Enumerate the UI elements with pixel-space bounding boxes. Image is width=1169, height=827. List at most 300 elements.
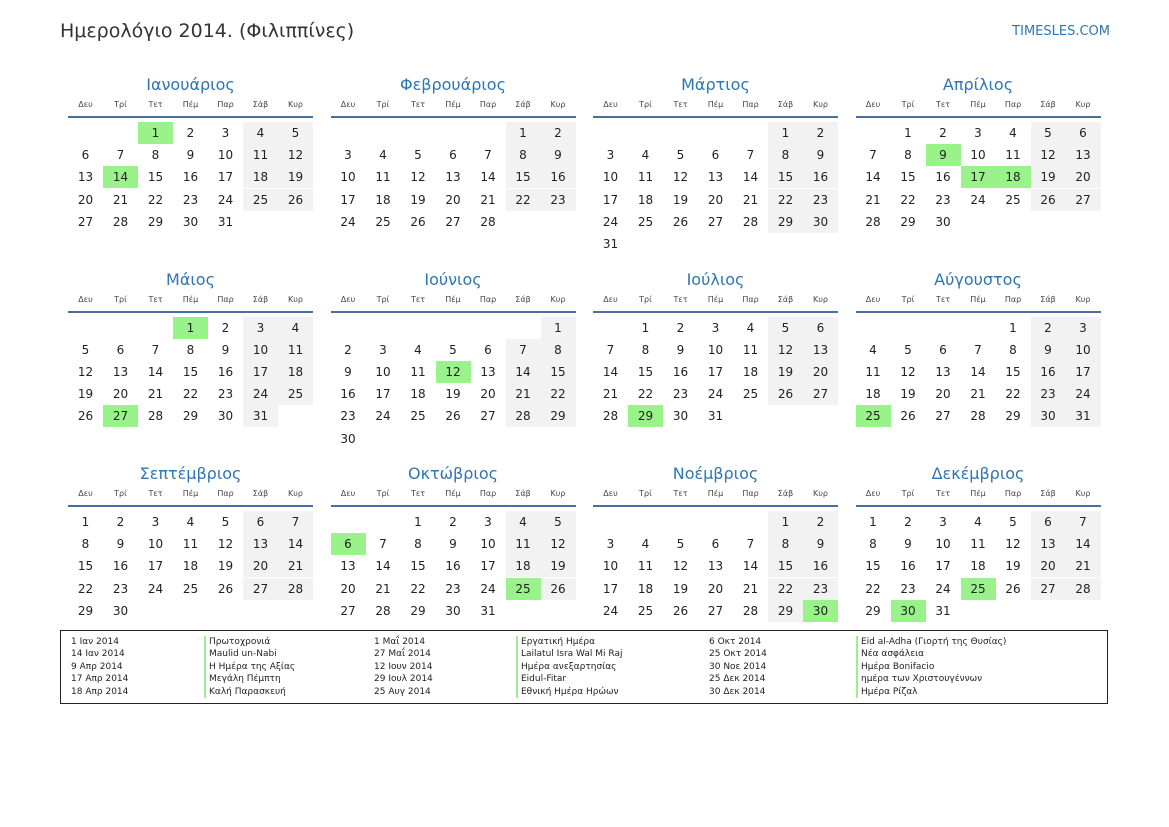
day-cell: 14 [278, 533, 313, 555]
day-grid [331, 118, 576, 250]
day-cell: 25 [278, 383, 313, 405]
legend-date: 18 Απρ 2014 [71, 686, 129, 697]
day-cell: 26 [768, 383, 803, 405]
month-name: Ιούλιος [686, 269, 745, 289]
day-cell: 2 [116, 515, 125, 529]
day-cell: 12 [77, 364, 94, 379]
day-cell: 24 [1066, 383, 1101, 405]
day-cell: 5 [278, 122, 313, 144]
day-cell: 4 [243, 122, 278, 144]
legend-date: 17 Απρ 2014 [71, 674, 129, 685]
weekday-label: Παρ [217, 294, 234, 304]
day-cell: 15 [900, 170, 916, 185]
day-cell: 24 [480, 581, 496, 596]
day-cell: 3 [379, 342, 387, 357]
day-cell: 6 [243, 511, 278, 533]
day-cell: 4 [641, 148, 650, 163]
day-cell: 7 [506, 339, 541, 361]
weekday-label: Πέμ [970, 294, 986, 304]
weekday-label: Σάβ [515, 489, 531, 498]
day-cell: 30 [217, 409, 234, 424]
legend-date: 1 Μαΐ 2014 [374, 637, 426, 647]
month-name: Μάιος [166, 269, 215, 289]
day-cell: 24 [707, 387, 724, 402]
day-cell: 7 [974, 342, 982, 357]
day-cell: 30 [1031, 405, 1066, 427]
holiday-day-cell: 17 [961, 166, 996, 188]
day-cell: 28 [112, 214, 129, 229]
day-cell: 9 [803, 533, 838, 555]
day-cell: 8 [151, 148, 160, 163]
day-cell: 11 [865, 364, 881, 379]
day-cell: 18 [375, 192, 391, 207]
weekday-label: Πέμ [970, 489, 986, 498]
day-cell: 11 [970, 537, 986, 552]
day-cell: 6 [449, 148, 457, 163]
day-cell: 26 [278, 189, 313, 211]
day-cell: 10 [340, 170, 356, 185]
legend-date: 25 Οκτ 2014 [709, 649, 767, 660]
day-cell: 31 [217, 214, 234, 229]
day-cell: 21 [506, 383, 541, 405]
day-cell: 18 [637, 581, 654, 596]
day-cell: 26 [541, 578, 576, 600]
day-cell: 26 [445, 409, 461, 424]
weekday-label: Κυρ [1075, 100, 1091, 109]
day-cell: 28 [480, 214, 496, 229]
day-cell: 20 [243, 555, 278, 577]
day-cell: 2 [186, 126, 195, 140]
day-cell: 29 [768, 600, 803, 622]
day-cell: 23 [112, 581, 129, 596]
day-cell: 20 [935, 387, 951, 402]
weekday-label: Τρί [901, 100, 915, 109]
day-cell: 22 [768, 578, 803, 600]
day-grid [593, 507, 838, 639]
legend-name-column [516, 636, 622, 698]
weekday-label: Παρ [742, 294, 759, 304]
weekday-label: Τετ [673, 100, 688, 109]
weekday-label: Τετ [935, 100, 951, 109]
day-cell: 5 [676, 537, 685, 552]
weekday-label: Κυρ [550, 100, 566, 109]
day-cell: 7 [379, 537, 387, 552]
day-cell: 28 [506, 405, 541, 427]
legend-holiday-name: Μεγάλη Πέμπτη [204, 673, 295, 685]
weekday-label: Τετ [935, 294, 951, 304]
day-cell: 13 [707, 170, 724, 185]
day-cell: 12 [768, 339, 803, 361]
day-cell: 24 [602, 603, 619, 618]
day-cell: 13 [935, 364, 951, 379]
day-cell: 8 [186, 342, 195, 357]
weekday-header [68, 293, 313, 307]
month-block [331, 267, 576, 445]
day-cell: 25 [637, 603, 654, 618]
weekday-label: Τετ [673, 294, 688, 304]
weekday-header [593, 293, 838, 307]
weekday-header [856, 98, 1101, 112]
month-name: Ιανουάριος [146, 75, 235, 94]
weekday-label: Δευ [865, 294, 881, 304]
month-block [856, 267, 1101, 445]
day-cell: 15 [1005, 364, 1021, 379]
day-cell: 9 [541, 144, 576, 166]
day-cell: 24 [375, 409, 391, 424]
day-cell: 20 [445, 192, 461, 207]
day-cell: 13 [112, 364, 129, 379]
day-cell: 28 [147, 409, 164, 424]
day-cell: 26 [410, 214, 426, 229]
day-cell: 20 [340, 581, 356, 596]
day-cell: 7 [746, 148, 755, 163]
weekday-label: Σάβ [252, 294, 269, 304]
day-cell: 23 [1031, 383, 1066, 405]
weekday-label: Κυρ [813, 489, 828, 498]
day-cell: 10 [707, 342, 724, 357]
day-cell: 16 [112, 559, 129, 574]
day-cell: 27 [480, 409, 496, 424]
day-cell: 28 [375, 603, 391, 618]
month-block [331, 72, 576, 250]
day-cell: 16 [340, 387, 356, 402]
day-cell: 2 [904, 515, 912, 529]
legend-date: 30 Νοε 2014 [709, 661, 767, 672]
weekday-label: Δευ [78, 100, 93, 109]
day-grid [68, 118, 313, 250]
day-cell: 16 [445, 559, 461, 574]
day-cell: 7 [1066, 511, 1101, 533]
day-cell: 27 [243, 578, 278, 600]
day-cell: 27 [1066, 189, 1101, 211]
day-cell: 5 [414, 148, 422, 163]
day-cell: 19 [445, 387, 461, 402]
holiday-day-cell: 1 [173, 317, 208, 339]
day-cell: 10 [147, 537, 164, 552]
day-cell: 13 [707, 559, 724, 574]
weekday-label: Παρ [1004, 489, 1022, 498]
day-cell: 28 [278, 578, 313, 600]
day-grid [331, 313, 576, 445]
holiday-day-cell: 18 [996, 166, 1031, 188]
day-cell: 15 [637, 364, 654, 379]
day-cell: 9 [676, 342, 685, 357]
day-cell: 10 [217, 148, 234, 163]
day-cell: 15 [506, 166, 541, 188]
day-cell: 14 [865, 170, 881, 185]
day-cell: 21 [480, 192, 496, 207]
day-cell: 22 [541, 383, 576, 405]
day-cell: 15 [410, 559, 426, 574]
day-cell: 21 [865, 192, 881, 207]
day-cell: 4 [641, 537, 650, 552]
day-cell: 4 [506, 511, 541, 533]
weekday-label: Τρί [114, 489, 127, 498]
day-cell: 3 [711, 320, 720, 335]
day-cell: 14 [375, 559, 391, 574]
day-cell: 24 [147, 581, 164, 596]
day-cell: 27 [1031, 578, 1066, 600]
day-cell: 5 [449, 342, 457, 357]
weekday-label: Τετ [148, 100, 163, 109]
day-cell: 16 [1031, 361, 1066, 383]
legend-date-column [374, 636, 433, 698]
weekday-label: Πέμ [182, 294, 199, 304]
day-cell: 5 [1031, 122, 1066, 144]
day-cell: 14 [742, 170, 759, 185]
day-cell: 28 [865, 214, 881, 229]
day-cell: 23 [803, 189, 838, 211]
day-cell: 7 [116, 148, 125, 163]
day-cell: 7 [746, 537, 755, 552]
day-cell: 30 [182, 214, 199, 229]
day-cell: 22 [637, 387, 654, 402]
day-cell: 25 [410, 409, 426, 424]
holiday-day-cell: 30 [891, 600, 926, 622]
weekday-label: Τετ [148, 294, 163, 304]
holiday-day-cell: 14 [103, 166, 138, 188]
day-cell: 17 [602, 192, 619, 207]
day-cell: 23 [340, 409, 356, 424]
site-link[interactable]: TIMESLES.COM [1012, 24, 1110, 39]
day-cell: 19 [672, 581, 689, 596]
weekday-label: Τετ [410, 100, 426, 109]
day-cell: 20 [707, 192, 724, 207]
day-cell: 19 [900, 387, 916, 402]
holiday-day-cell: 12 [436, 361, 471, 383]
weekday-label: Πέμ [445, 489, 461, 498]
day-cell: 10 [243, 339, 278, 361]
day-cell: 15 [768, 555, 803, 577]
weekday-label: Δευ [865, 489, 881, 498]
day-cell: 17 [1066, 361, 1101, 383]
holiday-day-cell: 1 [138, 122, 173, 144]
day-cell: 6 [1066, 122, 1101, 144]
weekday-header [331, 98, 576, 112]
day-cell: 6 [803, 317, 838, 339]
holiday-day-cell: 6 [331, 533, 366, 555]
legend-name-column [204, 636, 295, 698]
day-cell: 18 [410, 387, 426, 402]
day-cell: 22 [147, 192, 164, 207]
day-cell: 10 [1066, 339, 1101, 361]
legend-holiday-name: Eidul-Fitar [516, 673, 622, 685]
day-cell: 2 [344, 342, 352, 357]
day-cell: 11 [278, 339, 313, 361]
month-block [68, 267, 313, 445]
day-cell: 5 [904, 342, 912, 357]
day-cell: 1 [768, 122, 803, 144]
day-cell: 31 [480, 603, 496, 618]
weekday-label: Δευ [78, 489, 93, 498]
day-cell: 22 [900, 192, 916, 207]
day-cell: 19 [217, 559, 234, 574]
day-cell: 10 [602, 559, 619, 574]
day-cell: 1 [414, 515, 422, 529]
day-cell: 7 [151, 342, 160, 357]
weekday-label: Τετ [673, 489, 688, 498]
legend-holiday-name: Ημέρα Ρίζαλ [856, 686, 1006, 698]
day-cell: 18 [182, 559, 199, 574]
day-cell: 14 [480, 170, 496, 185]
day-cell: 31 [243, 405, 278, 427]
day-cell: 3 [344, 148, 352, 163]
day-cell: 27 [707, 603, 724, 618]
day-cell: 12 [217, 537, 234, 552]
weekday-header [593, 487, 838, 501]
month-name: Ιούνιος [424, 269, 482, 289]
day-cell: 12 [672, 559, 689, 574]
day-cell: 3 [606, 148, 615, 163]
day-cell: 6 [1031, 511, 1066, 533]
day-cell: 23 [217, 387, 234, 402]
day-cell: 26 [1031, 189, 1066, 211]
day-cell: 29 [1005, 409, 1021, 424]
day-cell: 27 [340, 603, 356, 618]
month-name: Φεβρουάριος [400, 75, 506, 94]
day-cell: 4 [1009, 126, 1017, 140]
day-cell: 9 [344, 364, 352, 379]
day-cell: 9 [186, 148, 195, 163]
day-cell: 11 [742, 342, 759, 357]
day-cell: 4 [278, 317, 313, 339]
legend-date: 30 Δεκ 2014 [709, 686, 766, 697]
day-cell: 22 [768, 189, 803, 211]
legend-date: 25 Αυγ 2014 [374, 686, 431, 697]
day-cell: 3 [939, 515, 947, 529]
day-cell: 27 [707, 214, 724, 229]
day-cell: 13 [340, 559, 356, 574]
day-cell: 14 [602, 364, 619, 379]
day-cell: 20 [112, 387, 129, 402]
day-cell: 22 [410, 581, 426, 596]
day-cell: 16 [803, 166, 838, 188]
day-cell: 31 [602, 237, 619, 251]
day-cell: 4 [974, 515, 982, 529]
day-cell: 31 [1066, 405, 1101, 427]
legend-holiday-name: Νέα ασφάλεια [856, 648, 1006, 660]
day-cell: 9 [904, 537, 912, 552]
month-block [593, 72, 838, 250]
day-cell: 30 [340, 431, 356, 446]
weekday-label: Δευ [603, 294, 618, 304]
day-cell: 4 [186, 515, 195, 529]
legend-date-column [709, 636, 767, 698]
day-cell: 15 [182, 364, 199, 379]
day-cell: 15 [147, 170, 164, 185]
day-cell: 2 [803, 511, 838, 533]
day-cell: 24 [217, 192, 234, 207]
day-cell: 16 [182, 170, 199, 185]
weekday-label: Παρ [1004, 294, 1022, 304]
holiday-day-cell: 30 [803, 600, 838, 622]
day-cell: 3 [484, 515, 492, 529]
day-cell: 3 [221, 126, 230, 140]
month-name: Οκτώβριος [407, 464, 498, 483]
day-cell: 17 [935, 559, 951, 574]
day-cell: 31 [707, 409, 724, 424]
weekday-label: Κυρ [288, 294, 303, 304]
day-cell: 11 [1005, 148, 1021, 163]
day-cell: 8 [414, 537, 422, 552]
day-cell: 30 [445, 603, 461, 618]
day-cell: 11 [637, 170, 654, 185]
weekday-label: Πέμ [707, 489, 724, 498]
month-name: Μάρτιος [681, 75, 750, 94]
day-cell: 3 [1066, 317, 1101, 339]
day-cell: 20 [77, 192, 94, 207]
day-cell: 21 [1066, 555, 1101, 577]
weekday-label: Τρί [901, 294, 915, 304]
legend-date: 9 Απρ 2014 [71, 661, 123, 672]
weekday-header [68, 487, 313, 501]
day-cell: 19 [1031, 166, 1066, 188]
day-cell: 6 [484, 342, 492, 357]
weekday-label: Πέμ [182, 100, 199, 109]
day-cell: 11 [243, 144, 278, 166]
day-grid [856, 507, 1101, 639]
day-cell: 4 [746, 320, 755, 335]
weekday-label: Σάβ [252, 100, 269, 109]
weekday-label: Σάβ [777, 489, 794, 498]
weekday-label: Κυρ [813, 100, 828, 109]
month-name: Δεκέμβριος [931, 464, 1025, 483]
day-cell: 5 [1009, 515, 1017, 529]
day-cell: 2 [449, 515, 457, 529]
weekday-label: Δευ [603, 100, 618, 109]
weekday-label: Κυρ [550, 489, 566, 498]
day-cell: 17 [480, 559, 496, 574]
legend-date: 25 Δεκ 2014 [709, 674, 766, 685]
day-cell: 16 [217, 364, 234, 379]
legend-holiday-name: Εργατική Ημέρα [516, 636, 622, 648]
day-cell: 22 [182, 387, 199, 402]
day-cell: 17 [340, 192, 356, 207]
holiday-day-cell: 25 [856, 405, 891, 427]
weekday-label: Σάβ [1040, 100, 1056, 109]
day-cell: 8 [1009, 342, 1017, 357]
weekday-label: Δευ [78, 294, 93, 304]
month-block [593, 267, 838, 445]
day-cell: 29 [147, 214, 164, 229]
day-grid [593, 313, 838, 445]
day-grid [593, 118, 838, 250]
day-cell: 2 [541, 122, 576, 144]
day-cell: 11 [637, 559, 654, 574]
day-cell: 20 [1031, 555, 1066, 577]
day-cell: 22 [506, 189, 541, 211]
day-cell: 7 [869, 148, 877, 163]
weekday-label: Πέμ [707, 294, 724, 304]
day-cell: 20 [1066, 166, 1101, 188]
legend-holiday-name: Πρωτοχρονιά [204, 636, 295, 648]
day-cell: 11 [375, 170, 391, 185]
day-cell: 5 [221, 515, 230, 529]
day-cell: 24 [340, 214, 356, 229]
day-cell: 26 [672, 603, 689, 618]
weekday-label: Παρ [217, 489, 234, 498]
day-cell: 15 [77, 559, 94, 574]
day-cell: 11 [182, 537, 199, 552]
day-cell: 30 [112, 603, 129, 618]
weekday-label: Παρ [479, 100, 497, 109]
day-cell: 13 [1031, 533, 1066, 555]
day-cell: 30 [935, 214, 951, 229]
day-cell: 1 [904, 126, 912, 140]
day-cell: 6 [711, 148, 720, 163]
weekday-label: Παρ [742, 100, 759, 109]
day-cell: 8 [768, 144, 803, 166]
